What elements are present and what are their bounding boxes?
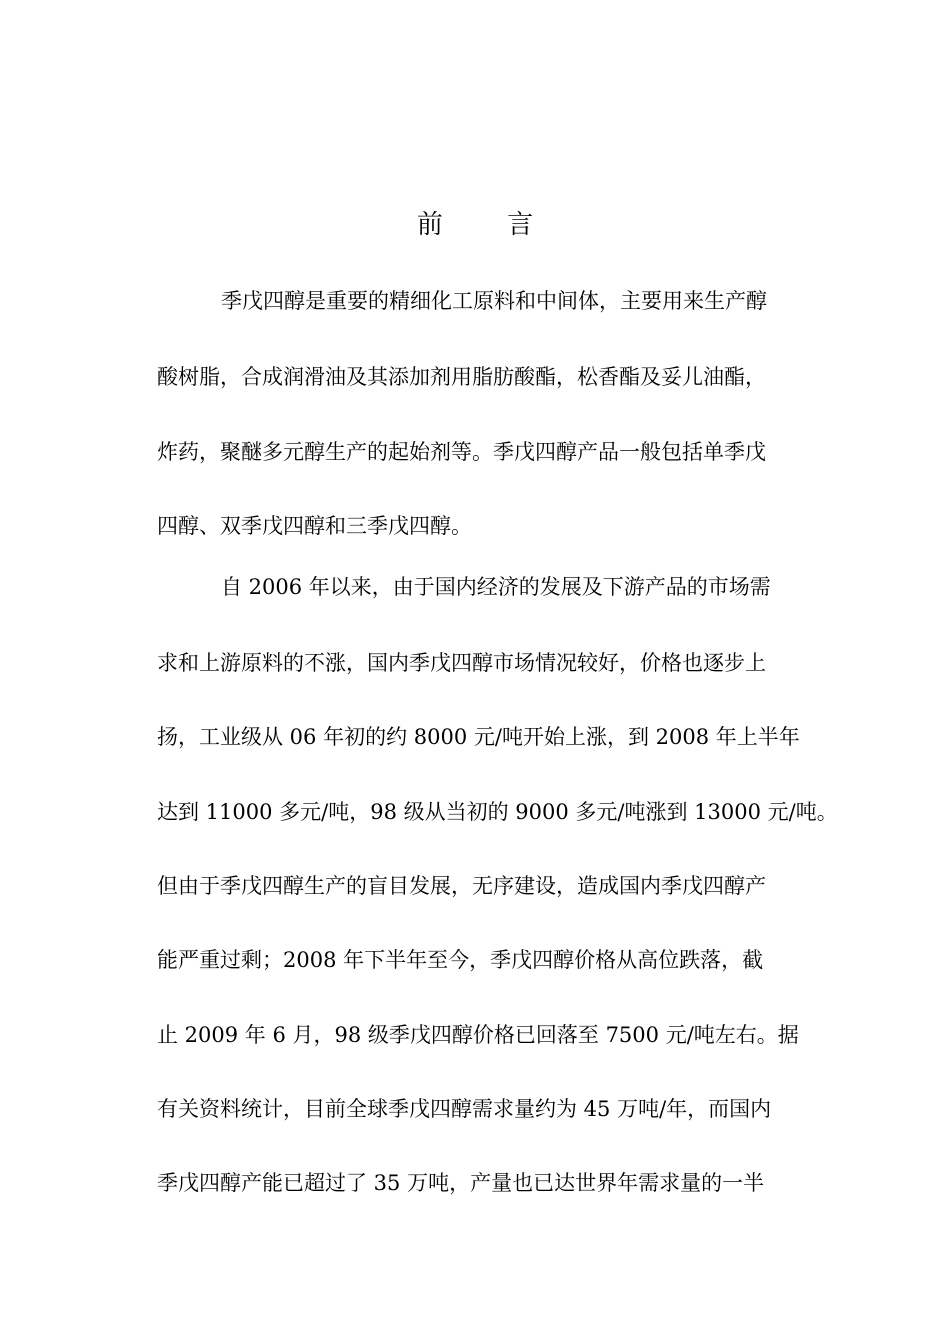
paragraph-2-line-7: 止 2009 年 6 月，98 级季戊四醇价格已回落至 7500 元/吨左右。据	[157, 1023, 799, 1047]
paragraph-2-line-4: 达到 11000 多元/吨，98 级从当初的 9000 多元/吨涨到 13000 元/吨。	[157, 800, 838, 824]
paragraph-2-line-2: 求和上游原料的不涨，国内季戊四醇市场情况较好，价格也逐步上	[157, 651, 766, 675]
paragraph-1-line-4: 四醇、双季戊四醇和三季戊四醇。	[157, 514, 472, 538]
paragraph-2-line-8: 有关资料统计，目前全球季戊四醇需求量约为 45 万吨/年，而国内	[157, 1097, 772, 1121]
paragraph-2-line-9: 季戊四醇产能已超过了 35 万吨，产量也已达世界年需求量的一半	[157, 1171, 765, 1195]
paragraph-2-line-3: 扬，工业级从 06 年初的约 8000 元/吨开始上涨，到 2008 年上半年	[157, 725, 800, 749]
paragraph-2-line-5: 但由于季戊四醇生产的盲目发展，无序建设，造成国内季戊四醇产	[157, 874, 766, 898]
paragraph-1-line-1: 季戊四醇是重要的精细化工原料和中间体，主要用来生产醇	[221, 289, 767, 313]
paragraph-2-line-6: 能严重过剩；2008 年下半年至今，季戊四醇价格从高位跌落，截	[157, 948, 764, 972]
paragraph-1-line-3: 炸药，聚醚多元醇生产的起始剂等。季戊四醇产品一般包括单季戊	[157, 440, 766, 464]
paragraph-1-line-2: 酸树脂，合成润滑油及其添加剂用脂肪酸酯，松香酯及妥儿油酯，	[157, 365, 766, 389]
paragraph-2-line-1: 自 2006 年以来，由于国内经济的发展及下游产品的市场需	[221, 575, 771, 599]
page-title: 前 言	[416, 210, 562, 240]
